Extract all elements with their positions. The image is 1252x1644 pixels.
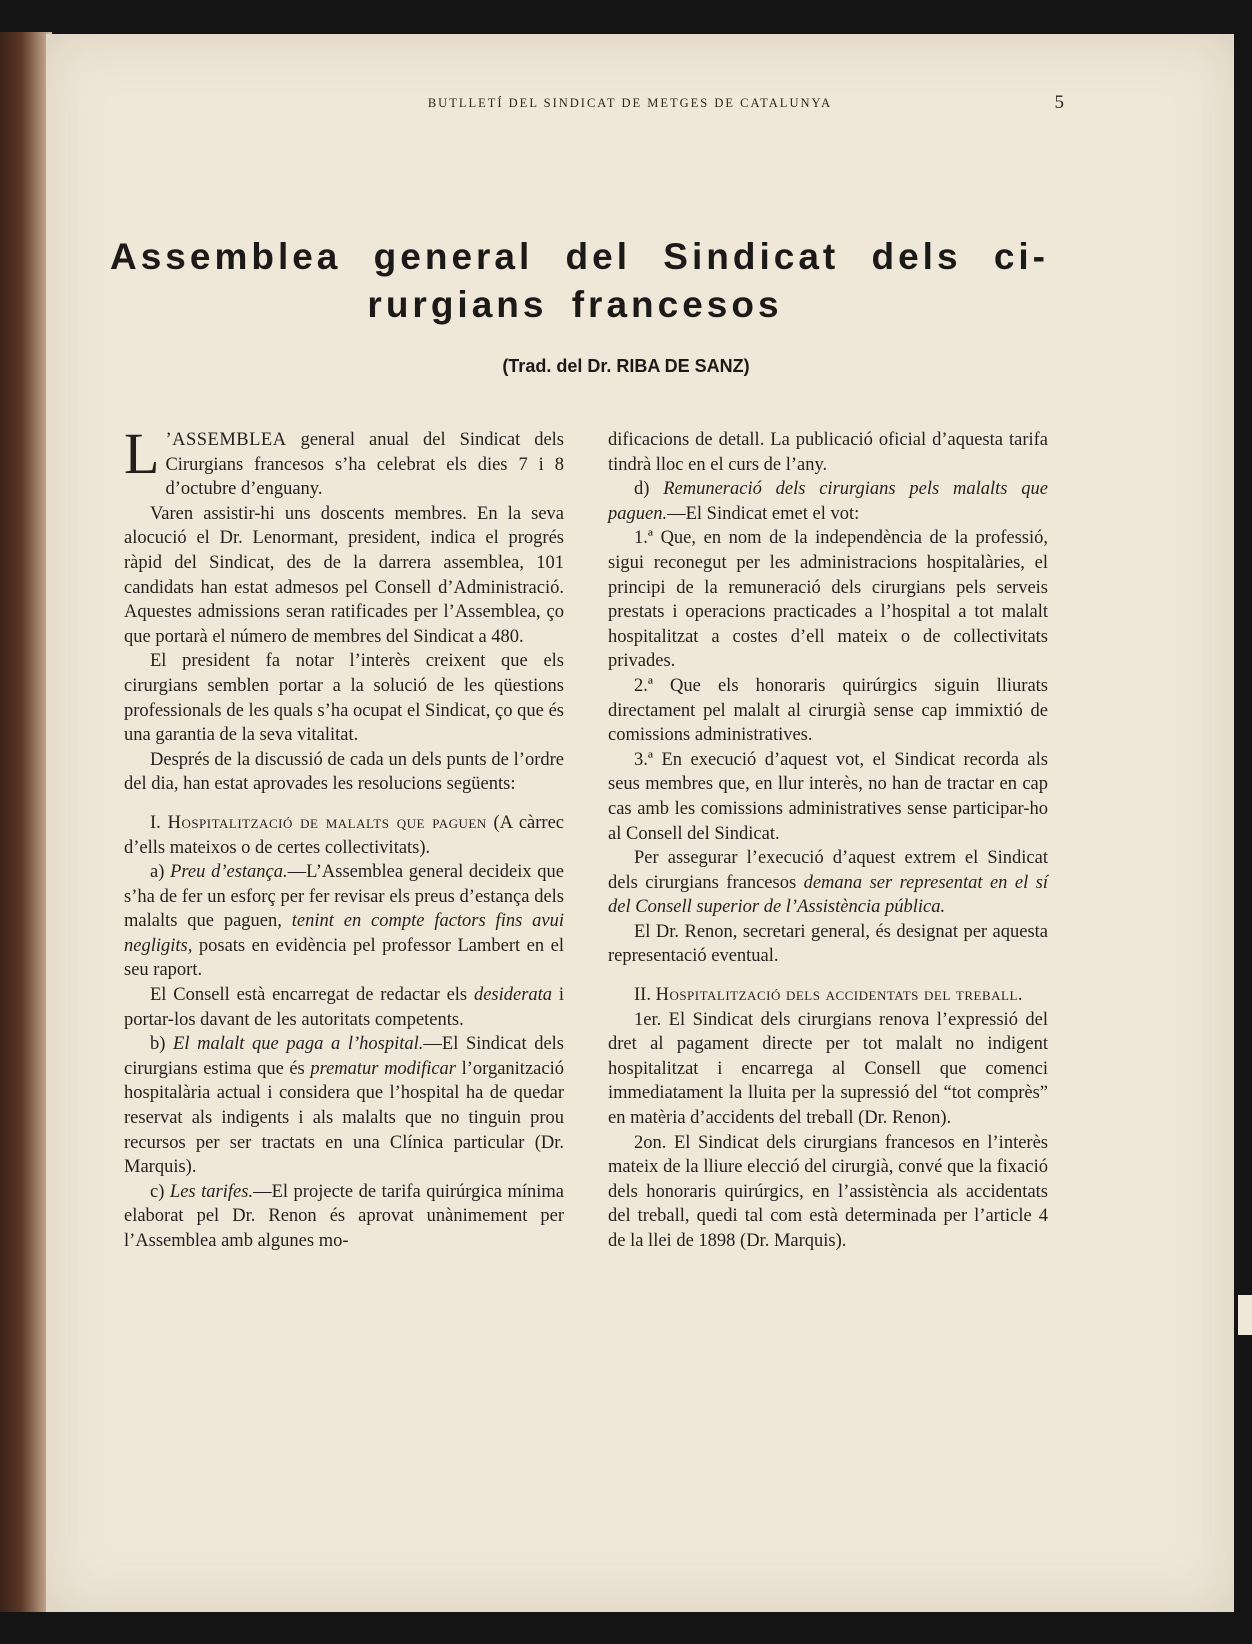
- italic-text: prematur modificar: [310, 1058, 457, 1079]
- resolution-1: 1er. El Sindicat dels cirurgians renova l’expressió del dret al pagament directe per tot malalt no indigent hospitalitzat i encarrega al Consell que comenci immediatament la lluita per la supressió del “tot comprès” en matèria d’accidents del treball (Dr. Renon).: [608, 1009, 1048, 1129]
- section-note: (A càrrec d’ells mateixos o de certes collectivitats).: [124, 812, 564, 858]
- small-caps-text: ’ASSEMBLEA: [165, 430, 287, 450]
- section-title: Hospitalització dels accidentats del treball.: [655, 985, 1024, 1006]
- item-text: —El Sindicat dels cirurgians estima que és: [124, 1034, 565, 1079]
- paragraph: El Dr. Renon, secretari general, és designat per aquesta representació eventual.: [608, 921, 1048, 967]
- italic-text: desiderata: [473, 985, 553, 1006]
- item-label: d): [634, 479, 664, 500]
- item-b: [124, 1032, 564, 1180]
- section-heading-2: [608, 983, 1048, 1008]
- paragraph: El president fa notar l’interès creixent que els cirurgians semblen portar a la solució de les qüestions professionals de les quals s’ha ocupat el Sindicat, ço que és una garantia de la seva vitalitat.: [124, 651, 564, 746]
- italic-text: demana ser representat en el sí del Consell superior de l’Assistència pública.: [608, 872, 1048, 918]
- drop-cap: L: [124, 421, 160, 486]
- paragraph-text: general anual del Sindicat dels Cirurgians francesos s’ha celebrat els dies 7 i 8 d’octubre d’enguany.: [165, 430, 564, 500]
- paragraph: [608, 846, 1048, 920]
- paragraph: Varen assistir-hi uns doscents membres. En la seva alocució el Dr. Lenormant, president, indica el progrés ràpid del Sindicat, des de la darrera assemblea, 101 candidats han estat admesos pel Consell d’Administració. Aquestes admissions seran ratificades per l’Assemblea, ço que portarà el número de membres del Sindicat a 480.: [124, 503, 564, 647]
- article-title-line-1: Assemblea general del Sindicat dels ci-: [110, 236, 1049, 277]
- item-text: —El Sindicat emet el vot:: [667, 503, 860, 524]
- vote-1: 1.ª Que, en nom de la independència de la professió, sigui reconegut per les administracions hospitalàries, el principi de la remuneració dels cirurgians pels serveis prestats i operacions practicades a l’hospital a tot malalt hospitalitzat a costes d’ell mateix o de collectivitats privades.: [608, 528, 1048, 672]
- paragraph: [124, 421, 564, 502]
- paragraph-text: i portar-los davant de les autoritats competents.: [124, 985, 564, 1030]
- section-title: Hospitalització de malalts que paguen: [167, 812, 487, 833]
- section-heading-1: [124, 811, 564, 860]
- item-text: —L’Assemblea general decideix que s’ha de fer un esforç per fer revisar els preus d’estança dels malalts que paguen,: [124, 862, 565, 932]
- italic-text: tenint en compte factors fins avui negligits,: [124, 911, 564, 956]
- item-label: c): [150, 1181, 170, 1202]
- paragraph: Després de la discussió de cada un dels punts de l’ordre del dia, han estat aprovades les resolucions següents:: [124, 749, 564, 795]
- book-spine: [0, 32, 52, 1612]
- page-header: [80, 92, 1180, 120]
- item-heading: Remuneració dels cirurgians pels malalts que paguen.: [608, 479, 1048, 524]
- item-label: a): [150, 862, 171, 883]
- paragraph: [124, 983, 564, 1032]
- vote-3: 3.ª En execució d’aquest vot, el Sindicat recorda als seus membres que, en llur interès, no han de tractar en cap cas amb les comissions administratives sense participar-ho al Consell del Sindicat.: [608, 749, 1048, 844]
- item-heading: Preu d’estança.: [170, 862, 288, 883]
- paragraph-text: El Consell està encarregat de redactar els: [150, 985, 474, 1006]
- page-number: 5: [1054, 92, 1064, 113]
- resolution-2: 2on. El Sindicat dels cirurgians francesos en l’interès mateix de la lliure elecció del cirurgià, convé que la fixació dels honoraris quirúrgics, en l’assistència als accidentats del treball, quedi tal com està determinada per l’article 4 de la llei de 1898 (Dr. Marquis).: [608, 1132, 1048, 1251]
- page-edge: [1238, 1295, 1252, 1335]
- item-label: b): [150, 1034, 174, 1055]
- paragraph: dificacions de detall. La publicació oficial d’aquesta tarifa tindrà lloc en el curs de l’any.: [608, 430, 1048, 475]
- section-number: I.: [150, 812, 168, 833]
- item-text: —El projecte de tarifa quirúrgica mínima elaborat pel Dr. Renon és aprovat unànimement per l’Assemblea amb algunes mo-: [124, 1181, 564, 1251]
- item-a: [124, 860, 564, 983]
- article-title-line-2: rurgians francesos: [367, 284, 783, 325]
- item-heading: Les tarifes.: [169, 1181, 254, 1202]
- vote-2: 2.ª Que els honoraris quirúrgics siguin lliurats directament pel malalt al cirurgià sense cap immixtió de comissions administratives.: [608, 675, 1048, 746]
- left-column: [124, 421, 565, 1254]
- item-heading: El malalt que paga a l’hospital.: [173, 1034, 424, 1055]
- item-text: l’organització hospitalària actual i considera que l’hospital ha de quedar reservat als indigents i als malalts que no tinguin prou recursos per ser tractats en una Clínica particular (Dr. Marquis).: [124, 1058, 564, 1178]
- translator-credit: (Trad. del Dr. RIBA DE SANZ): [502, 356, 750, 376]
- paragraph-text: Per assegurar l’execució d’aquest extrem el Sindicat dels cirurgians francesos: [608, 848, 1048, 893]
- right-column: [608, 428, 1048, 1254]
- item-text: posats en evidència pel professor Lambert en el seu raport.: [124, 935, 564, 981]
- section-number: II.: [634, 985, 656, 1006]
- running-head: BUTLLETÍ DEL SINDICAT DE METGES DE CATALUNYA: [427, 96, 833, 110]
- item-c: [124, 1180, 564, 1254]
- article-title: [110, 236, 1070, 326]
- item-d: [608, 477, 1048, 526]
